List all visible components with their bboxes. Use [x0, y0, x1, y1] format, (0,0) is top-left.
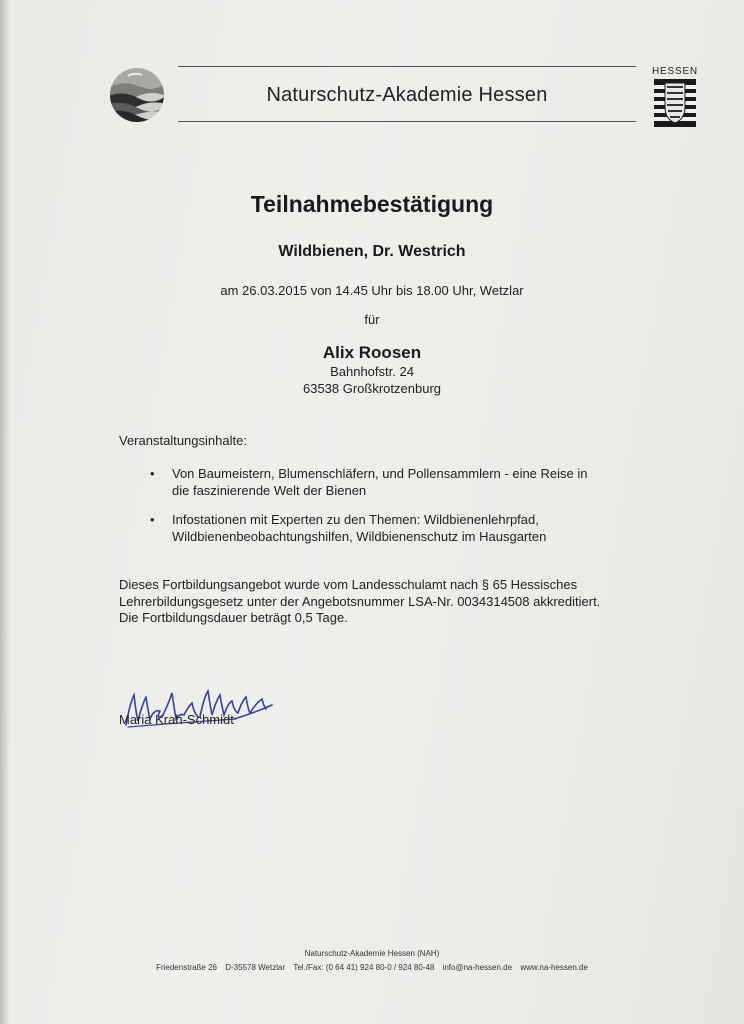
header-rule-bottom — [178, 121, 636, 122]
organization-name: Naturschutz-Akademie Hessen — [266, 84, 548, 106]
footer-organization: Naturschutz-Akademie Hessen (NAH) — [304, 949, 440, 958]
certificate-title: Teilnahmebestätigung — [250, 191, 494, 217]
list-item-line: Infostationen mit Experten zu den Themen: Wildbienenlehrpfad, — [172, 512, 539, 527]
accreditation-line: Lehrerbildungsgesetz unter der Angebotsnummer LSA-Nr. 0034314508 akkreditiert. — [119, 593, 601, 609]
event-date-line: am 26.03.2015 von 14.45 Uhr bis 18.00 Uhr, Wetzlar — [220, 283, 524, 298]
bullet-icon: • — [150, 466, 155, 481]
list-item-line: Von Baumeistern, Blumenschläfern, und Pollensammlern - eine Reise in — [172, 466, 588, 481]
wave-sphere-logo-icon — [108, 66, 166, 124]
footer-web: www.na-hessen.de — [520, 963, 588, 972]
header-rule-top — [178, 66, 636, 67]
recipient-name: Alix Roosen — [322, 343, 422, 362]
accreditation-line: Die Fortbildungsdauer beträgt 0,5 Tage. — [119, 610, 348, 625]
contents-list — [150, 465, 630, 557]
footer-street: Friedenstraße 26 — [156, 963, 217, 972]
accreditation-line: Dieses Fortbildungsangebot wurde vom Landesschulamt nach § 65 Hessisches — [119, 577, 578, 592]
footer-phone: Tel./Fax: (0 64 41) 924 80-0 / 924 80-48 — [293, 963, 435, 972]
list-item-line: Wildbienenbeobachtungshilfen, Wildbienenschutz im Hausgarten — [172, 529, 547, 544]
signatory-name: Maria Krah-Schmidt — [119, 712, 234, 727]
footer-contact — [0, 963, 744, 972]
course-title: Wildbienen, Dr. Westrich — [278, 243, 466, 260]
recipient-city: 63538 Großkrotzenburg — [302, 381, 442, 396]
bullet-icon: • — [150, 512, 155, 527]
hessen-coat-of-arms-icon — [654, 79, 696, 127]
recipient-block — [0, 342, 744, 397]
recipient-street: Bahnhofstr. 24 — [330, 364, 414, 379]
accreditation-text — [119, 577, 639, 627]
list-item — [150, 511, 630, 545]
footer-city: D-35578 Wetzlar — [225, 963, 286, 972]
contents-heading: Veranstaltungsinhalte: — [119, 433, 247, 448]
state-emblem — [650, 66, 700, 126]
list-item-line: die faszinierende Welt der Bienen — [172, 483, 367, 498]
list-item — [150, 465, 630, 499]
footer-email: info@na-hessen.de — [442, 963, 513, 972]
state-label: HESSEN — [652, 66, 698, 77]
for-label: für — [364, 312, 380, 327]
